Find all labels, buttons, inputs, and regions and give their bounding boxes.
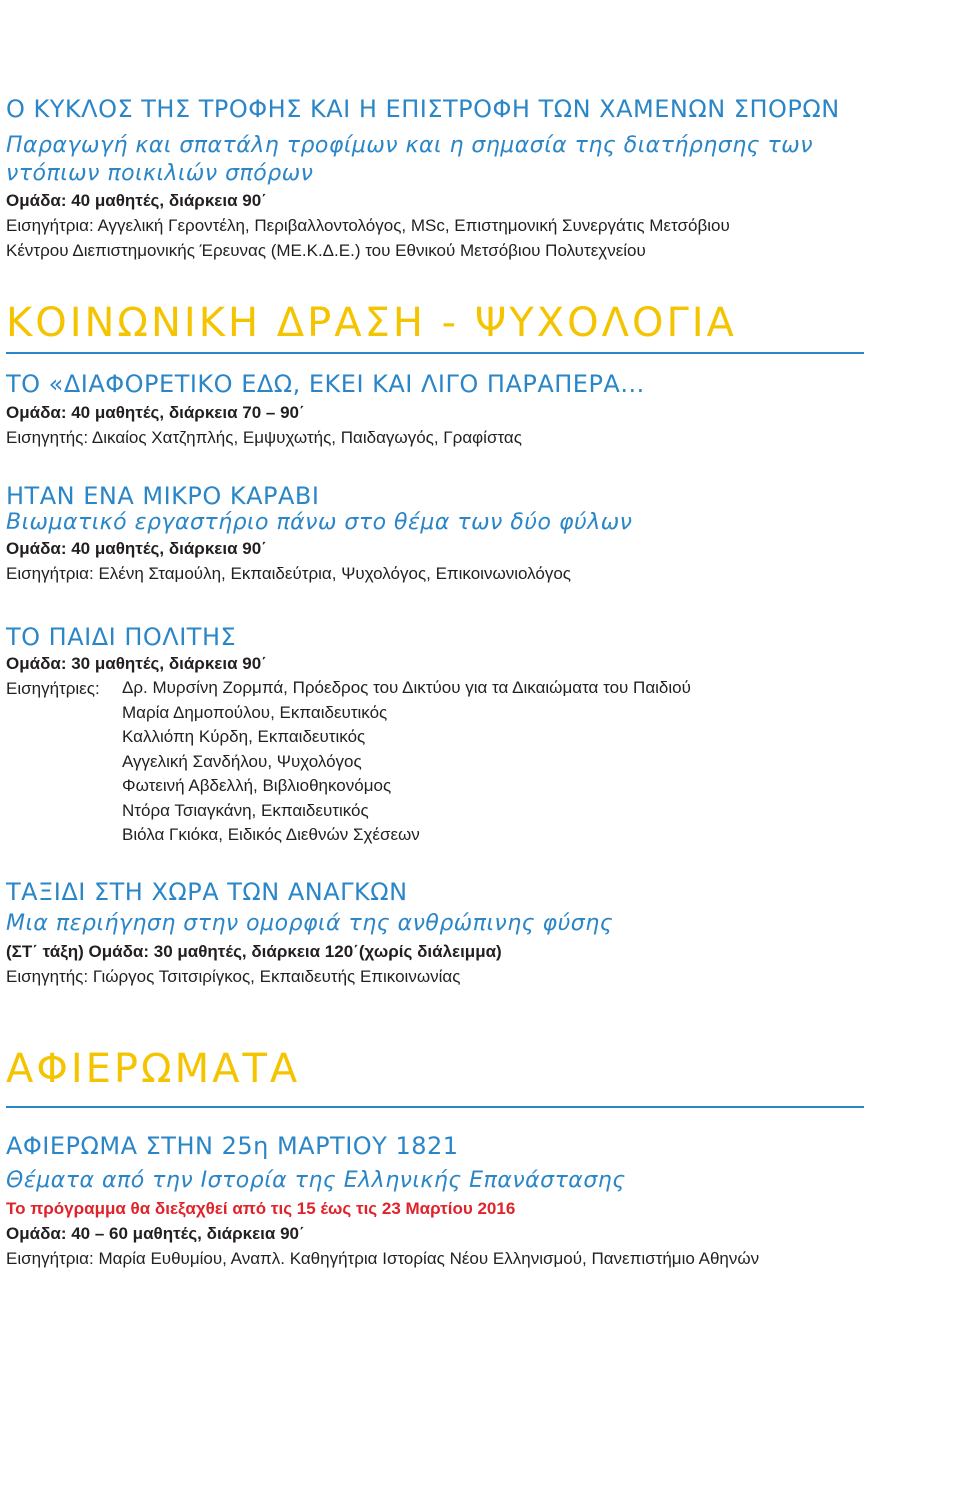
workshop-speaker: Εισηγητής: Δικαίος Χατζηπλής, Εμψυχωτής, Παιδαγωγός, Γραφίστας (6, 428, 522, 447)
speaker-item: Ντόρα Τσιαγκάνη, Εκπαιδευτικός (122, 800, 369, 820)
workshop-subtitle: Θέματα από την Ιστορία της Ελληνικής Επανάστασης (6, 1168, 626, 1193)
speaker-item: Αγγελική Σανδήλου, Ψυχολόγος (122, 751, 362, 771)
workshop-group-info: Ομάδα: 30 μαθητές, διάρκεια 90΄ (6, 654, 267, 673)
workshop-speakers-list (122, 676, 691, 848)
workshop-speaker: Εισηγήτρια: Μαρία Ευθυμίου, Αναπλ. Καθηγήτρια Ιστορίας Νέου Ελληνισμού, Πανεπιστήμιο Αθηνών (6, 1249, 760, 1268)
workshop-group-info: Ομάδα: 40 – 60 μαθητές, διάρκεια 90΄ (6, 1224, 305, 1243)
section-heading-social-psychology: ΚΟΙΝΩΝΙΚΗ ΔΡΑΣΗ - ΨΥΧΟΛΟΓΙΑ (6, 300, 737, 346)
workshop-speaker: Εισηγήτρια: Ελένη Σταμούλη, Εκπαιδεύτρια, Ψυχολόγος, Επικοινωνιολόγος (6, 564, 571, 583)
workshop-speaker-line-1: Εισηγήτρια: Αγγελική Γεροντέλη, Περιβαλλοντολόγος, MSc, Επιστημονική Συνεργάτις Μετσόβιου (6, 216, 730, 235)
workshop-group-info: Ομάδα: 40 μαθητές, διάρκεια 70 – 90΄ (6, 403, 305, 422)
speaker-item: Καλλιόπη Κύρδη, Εκπαιδευτικός (122, 727, 366, 746)
workshop-subtitle: Μια περιήγηση στην ομορφιά της ανθρώπινης φύσης (6, 911, 614, 936)
speaker-item: Φωτεινή Αβδελλή, Βιβλιοθηκονόμος (122, 776, 392, 795)
workshop-speaker: Εισηγητής: Γιώργος Τσιτσιρίγκος, Εκπαιδευτής Επικοινωνίας (6, 967, 461, 986)
speaker-item: Δρ. Μυρσίνη Ζορμπά, Πρόεδρος του Δικτύου για τα Δικαιώματα του Παιδιού (122, 678, 691, 697)
workshop-subtitle-line-1: Παραγωγή και σπατάλη τροφίμων και η σημασία της διατήρησης των (6, 133, 813, 158)
section-heading-tributes: ΑΦΙΕΡΩΜΑΤΑ (6, 1046, 301, 1092)
workshop-group-info: (ΣΤ΄ τάξη) Ομάδα: 30 μαθητές, διάρκεια 120΄(χωρίς διάλειμμα) (6, 942, 502, 961)
workshop-speakers-label: Εισηγήτριες: (6, 679, 100, 698)
workshop-title-journey: ΤΑΞΙΔΙ ΣΤΗ ΧΩΡΑ ΤΩΝ ΑΝΑΓΚΩΝ (6, 878, 408, 906)
workshop-subtitle-line-2: ντόπιων ποικιλιών σπόρων (6, 161, 314, 186)
workshop-title-small-boat: ΗΤΑΝ ΕΝΑ ΜΙΚΡΟ ΚΑΡΑΒΙ (6, 482, 320, 510)
workshop-group-info: Ομάδα: 40 μαθητές, διάρκεια 90΄ (6, 539, 267, 558)
workshop-title-march-25: ΑΦΙΕΡΩΜΑ ΣΤΗΝ 25η ΜΑΡΤΙΟΥ 1821 (6, 1132, 459, 1160)
workshop-speaker-line-2: Κέντρου Διεπιστημονικής Έρευνας (ΜΕ.Κ.Δ.Ε.) του Εθνικού Μετσόβιου Πολυτεχνείου (6, 241, 646, 260)
workshop-subtitle: Βιωματικό εργαστήριο πάνω στο θέμα των δύο φύλων (6, 510, 633, 535)
section-divider (6, 352, 864, 354)
workshop-group-info: Ομάδα: 40 μαθητές, διάρκεια 90΄ (6, 191, 267, 210)
program-dates-notice: Το πρόγραμμα θα διεξαχθεί από τις 15 έως τις 23 Μαρτίου 2016 (6, 1199, 516, 1218)
workshop-title-child-citizen: ΤΟ ΠΑΙΔΙ ΠΟΛΙΤΗΣ (6, 623, 237, 651)
workshop-title-different: ΤΟ «ΔΙΑΦΟΡΕΤΙΚΟ ΕΔΩ, ΕΚΕΙ ΚΑΙ ΛΙΓΟ ΠΑΡΑΠΕΡΑ... (6, 370, 645, 398)
speaker-item: Μαρία Δημοπούλου, Εκπαιδευτικός (122, 702, 388, 722)
workshop-title-food-cycle: Ο ΚΥΚΛΟΣ ΤΗΣ ΤΡΟΦΗΣ ΚΑΙ Η ΕΠΙΣΤΡΟΦΗ ΤΩΝ ΧΑΜΕΝΩΝ ΣΠΟΡΩΝ (6, 95, 840, 123)
section-divider (6, 1106, 864, 1108)
speaker-item: Βιόλα Γκιόκα, Ειδικός Διεθνών Σχέσεων (122, 825, 420, 844)
